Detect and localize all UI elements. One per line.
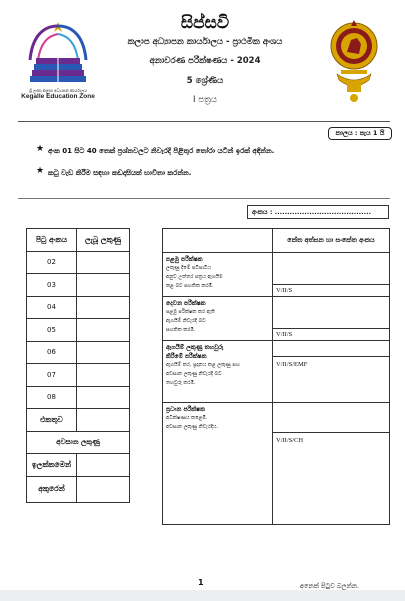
exam-line: අනාවරණ පරීක්ෂණය - 2024: [149, 56, 261, 66]
chief-examiner-title: ප්‍රධාන පරීක්ෂක: [166, 406, 205, 413]
chief-examiner-code: V/II/S/CH: [273, 433, 390, 525]
examiner-signature-table: [162, 228, 390, 525]
second-examiner-line: ඇගයීම් නිවැරදි බව: [166, 318, 206, 324]
in-words-cell[interactable]: [77, 476, 130, 502]
table-row: [27, 476, 130, 502]
table-row: [27, 431, 130, 454]
page-number: 02: [27, 251, 77, 274]
first-examiner-cell: [163, 253, 273, 297]
page-number: 03: [27, 274, 77, 297]
second-examiner-cell: [163, 297, 273, 341]
chief-examiner-signature[interactable]: [273, 403, 390, 433]
table-row: [27, 274, 130, 297]
table-row: [27, 251, 130, 274]
table-row: [27, 364, 130, 387]
office-line: කලාප අධ්‍යාපන කාර්යාලය - ප්‍රාථමික අංශය: [127, 37, 283, 47]
table-row: [27, 386, 130, 409]
second-examiner-line: පළමු පරීක්ෂක කර ඇති: [166, 309, 215, 315]
chief-examiner-line: අධීක්ෂණය කළෙමි.: [166, 415, 208, 421]
national-emblem-icon: [329, 16, 379, 104]
instruction-1: අංක 01 සිට 40 තෙක් ප්‍රශ්නවලට නිවැරදි පිළිතුර තෝරා යටින් ඉරක් අඳින්න.: [48, 147, 275, 155]
instruction-2: කටු වැඩ කිරීම සඳහා කඩදාසියක් භාවිතා කරන්න.: [48, 169, 192, 177]
marks-verification-code: V/II/S/EMF: [273, 357, 390, 403]
paper-line: I පත්‍රය: [193, 95, 217, 105]
turn-over-note: අනෙක් පිටුව බලන්න.: [300, 582, 360, 590]
blank-header-cell: [163, 229, 273, 253]
page-number: 06: [27, 341, 77, 364]
grade-line: 5 ශ්‍රේණිය: [186, 76, 224, 86]
chief-examiner-line: අවසාන ලකුණු නිවැරදිය.: [166, 424, 219, 430]
logo-caption: [14, 88, 102, 101]
table-row: [27, 409, 130, 432]
chief-examiner-cell: [163, 403, 273, 525]
total-cell[interactable]: [77, 409, 130, 432]
marks-verification-signature[interactable]: [273, 341, 390, 357]
second-examiner-title: දෙවන පරීක්ෂක: [166, 300, 206, 307]
marks-verification-line: ඇගයීම් කර, ප්‍රදානය කළ ලකුණු සහ: [166, 362, 240, 368]
marks-cell[interactable]: [77, 341, 130, 364]
index-number-field[interactable]: අංකය : .......................................: [247, 205, 389, 219]
second-examiner-line: සහතික කරමි.: [166, 327, 196, 333]
marks-verification-line: අවසාන ලකුණු නිවැරදි බව: [166, 371, 222, 377]
logo-caption-main: Kegalle Education Zone: [21, 93, 95, 100]
page-number-footer: 1: [198, 578, 204, 587]
marks-cell[interactable]: [77, 319, 130, 342]
marks-cell[interactable]: [77, 251, 130, 274]
marks-verification-line: තහවුරු කරමි.: [166, 380, 196, 386]
second-examiner-code: V/II/S: [273, 329, 390, 341]
marks-verification-title: ඇගයීම් ලකුණු තහවුරු: [166, 344, 224, 351]
page-title: සිප්සවි: [180, 13, 230, 33]
page-number: 04: [27, 296, 77, 319]
marks-verification-cell: [163, 341, 273, 403]
page-number: 05: [27, 319, 77, 342]
final-marks-label: අවසාන ලකුණු: [27, 431, 130, 454]
table-row: [27, 319, 130, 342]
table-row: [27, 341, 130, 364]
second-examiner-signature[interactable]: [273, 297, 390, 329]
header-divider: [18, 121, 390, 122]
total-label: එකතුව: [27, 409, 77, 432]
first-examiner-code: V/II/S: [273, 285, 390, 297]
page-number: 07: [27, 364, 77, 387]
marks-cell[interactable]: [77, 296, 130, 319]
section-divider: [18, 198, 390, 199]
first-examiner-signature[interactable]: [273, 253, 390, 285]
in-words-label: අකුරෙන්: [27, 476, 77, 502]
page-marks-table: [26, 228, 130, 503]
signature-code-header: කේත අත්සන හා සංකේත අංකය: [273, 229, 390, 253]
marks-cell[interactable]: [77, 364, 130, 387]
first-examiner-line: කළ බව සහතික කරමි.: [166, 283, 214, 289]
table-row: [27, 296, 130, 319]
col-header-marks: ලැබූ ලකුණු: [77, 229, 130, 252]
kegalle-zone-logo-icon: [22, 20, 94, 84]
logo-caption-sub: ශ්‍රී ලංකා කළාප අධ්‍යාපන කාර්යාලය: [28, 88, 88, 93]
marks-cell[interactable]: [77, 274, 130, 297]
time-allowed-badge: කාලය : පැය 1 යි: [328, 127, 392, 140]
first-examiner-line: අනුව උත්තර පත්‍රය ඇගයීම: [166, 274, 223, 280]
table-row: [27, 454, 130, 477]
star-bullet-icon: ★: [36, 144, 45, 154]
page-number: 08: [27, 386, 77, 409]
marks-verification-title-2: කිරීමේ පරීක්ෂක: [166, 353, 207, 360]
in-numbers-label: ඉලක්කමෙන්: [27, 454, 77, 477]
star-bullet-icon: ★: [36, 166, 45, 176]
col-header-page: පිටු අංකය: [27, 229, 77, 252]
marks-cell[interactable]: [77, 386, 130, 409]
first-examiner-line: ලකුණු දීමේ පටිපාටිය: [166, 265, 212, 271]
first-examiner-title: පළමු පරීක්ෂක: [166, 256, 203, 263]
in-numbers-cell[interactable]: [77, 454, 130, 477]
